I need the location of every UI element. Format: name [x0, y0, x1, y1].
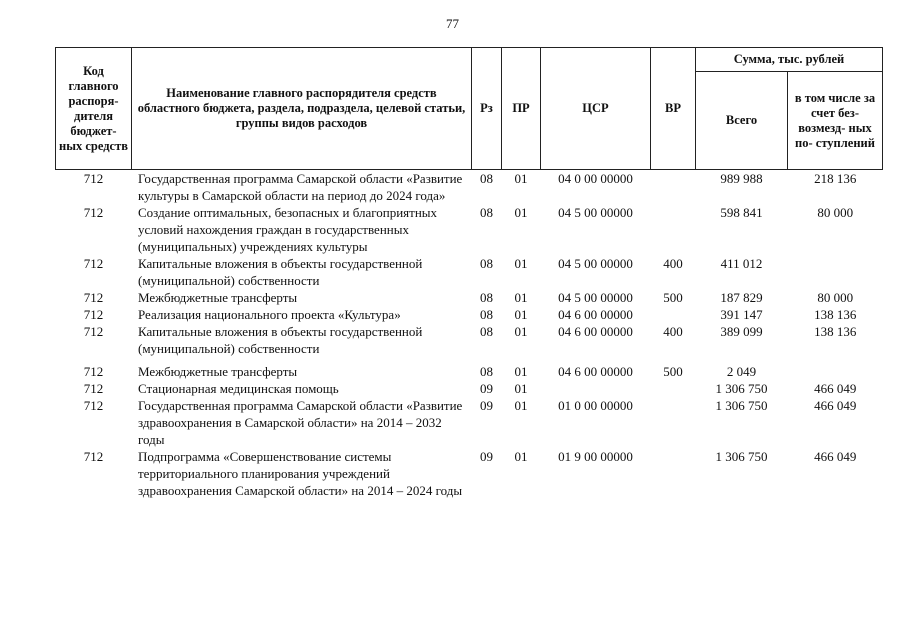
cell-pr: 01 [514, 205, 528, 220]
cell-free: 80 000 [817, 205, 854, 220]
cell-name: Подпрограмма «Совершенствование системы территориального планирования учреждений здравоохранения Самарской области» на 2014 – 2024 годы [138, 449, 463, 498]
cell-csr: 04 6 00 00000 [558, 307, 633, 322]
cell-rz: 08 [480, 205, 493, 220]
cell-csr: 01 0 00 00000 [558, 398, 633, 413]
cell-rz: 09 [480, 449, 493, 464]
cell-total: 391 147 [720, 307, 763, 322]
cell-name: Межбюджетные трансферты [138, 364, 298, 379]
header-pr: ПР [502, 48, 541, 170]
header-vr: ВР [651, 48, 696, 170]
cell-pr: 01 [514, 398, 528, 413]
cell-pr: 01 [514, 324, 528, 339]
cell-code: 712 [83, 256, 104, 271]
cell-name: Создание оптимальных, безопасных и благоприятных условий нахождения граждан в государственных (муниципальных) учреждениях культуры [138, 205, 438, 254]
cell-free: 80 000 [817, 290, 854, 305]
header-total: Всего [696, 72, 788, 170]
cell-rz: 08 [480, 324, 493, 339]
cell-rz: 08 [480, 307, 493, 322]
cell-code: 712 [83, 381, 104, 396]
table-row [56, 255, 883, 289]
cell-pr: 01 [514, 381, 528, 396]
cell-total: 1 306 750 [715, 449, 768, 464]
cell-free [788, 363, 883, 380]
cell-name: Капитальные вложения в объекты государственной (муниципальной) собственности [138, 256, 423, 288]
cell-rz: 08 [480, 290, 493, 305]
cell-csr: 04 5 00 00000 [558, 256, 633, 271]
header-sum: Сумма, тыс. рублей [696, 48, 883, 72]
cell-code: 712 [83, 449, 104, 464]
cell-pr: 01 [514, 256, 528, 271]
table-row [56, 204, 883, 255]
cell-rz: 09 [480, 381, 493, 396]
cell-total: 598 841 [720, 205, 763, 220]
cell-code: 712 [83, 324, 104, 339]
header-csr: ЦСР [541, 48, 651, 170]
cell-pr: 01 [514, 171, 528, 186]
cell-vr: 400 [663, 256, 683, 271]
cell-code: 712 [83, 171, 104, 186]
cell-vr [651, 306, 696, 323]
cell-total: 1 306 750 [715, 381, 768, 396]
cell-rz: 09 [480, 398, 493, 413]
cell-code: 712 [83, 205, 104, 220]
table-row [56, 363, 883, 380]
cell-pr: 01 [514, 290, 528, 305]
cell-vr: 500 [663, 290, 683, 305]
cell-csr [541, 380, 651, 397]
table-body [56, 170, 883, 500]
cell-code: 712 [83, 290, 104, 305]
cell-vr [651, 397, 696, 448]
table-row [56, 323, 883, 363]
cell-free: 138 136 [814, 307, 857, 322]
cell-total: 389 099 [720, 324, 763, 339]
cell-rz: 08 [480, 364, 493, 379]
cell-name: Капитальные вложения в объекты государственной (муниципальной) собственности [138, 324, 423, 356]
cell-rz: 08 [480, 171, 493, 186]
cell-free: 218 136 [814, 171, 857, 186]
cell-pr: 01 [514, 449, 528, 464]
budget-table [55, 47, 883, 499]
table-row [56, 448, 883, 499]
cell-vr [651, 448, 696, 499]
cell-csr: 04 6 00 00000 [558, 324, 633, 339]
cell-total: 187 829 [720, 290, 763, 305]
cell-csr: 04 5 00 00000 [558, 205, 633, 220]
table-row [56, 380, 883, 397]
cell-free: 466 049 [814, 381, 857, 396]
cell-code: 712 [83, 307, 104, 322]
page-number: 77 [446, 16, 459, 31]
cell-vr: 500 [663, 364, 683, 379]
cell-code: 712 [83, 364, 104, 379]
cell-free: 466 049 [814, 449, 857, 464]
table-row [56, 397, 883, 448]
cell-name: Стационарная медицинская помощь [138, 381, 339, 396]
cell-name: Реализация национального проекта «Культура» [138, 307, 401, 322]
cell-total: 2 049 [726, 364, 757, 379]
header-name: Наименование главного распорядителя средств областного бюджета, раздела, подраздела, целевой статьи, группы видов расходов [132, 48, 472, 170]
cell-free: 138 136 [814, 324, 857, 339]
cell-rz: 08 [480, 256, 493, 271]
cell-csr: 04 5 00 00000 [558, 290, 633, 305]
cell-total: 1 306 750 [715, 398, 768, 413]
header-rz: Рз [472, 48, 502, 170]
cell-vr: 400 [663, 324, 683, 339]
cell-free: 466 049 [814, 398, 857, 413]
table-row [56, 289, 883, 306]
cell-code: 712 [83, 398, 104, 413]
cell-total: 411 012 [720, 256, 763, 271]
cell-csr: 04 0 00 00000 [558, 171, 633, 186]
cell-name: Межбюджетные трансферты [138, 290, 298, 305]
cell-name: Государственная программа Самарской области «Развитие культуры в Самарской области на период до 2024 года» [138, 171, 463, 203]
cell-pr: 01 [514, 307, 528, 322]
cell-csr: 04 6 00 00000 [558, 364, 633, 379]
cell-vr [651, 204, 696, 255]
table-row [56, 170, 883, 205]
table-row [56, 306, 883, 323]
cell-csr: 01 9 00 00000 [558, 449, 633, 464]
cell-free [788, 255, 883, 289]
cell-vr [651, 380, 696, 397]
header-code: Код главного распоря- дителя бюджет- ных средств [56, 48, 132, 170]
cell-total: 989 988 [720, 171, 763, 186]
cell-vr [651, 170, 696, 205]
cell-name: Государственная программа Самарской области «Развитие здравоохранения в Самарской области» на 2014 – 2032 годы [138, 398, 463, 447]
cell-pr: 01 [514, 364, 528, 379]
header-free: в том числе за счет без- возмезд- ных по- ступлений [788, 72, 883, 170]
